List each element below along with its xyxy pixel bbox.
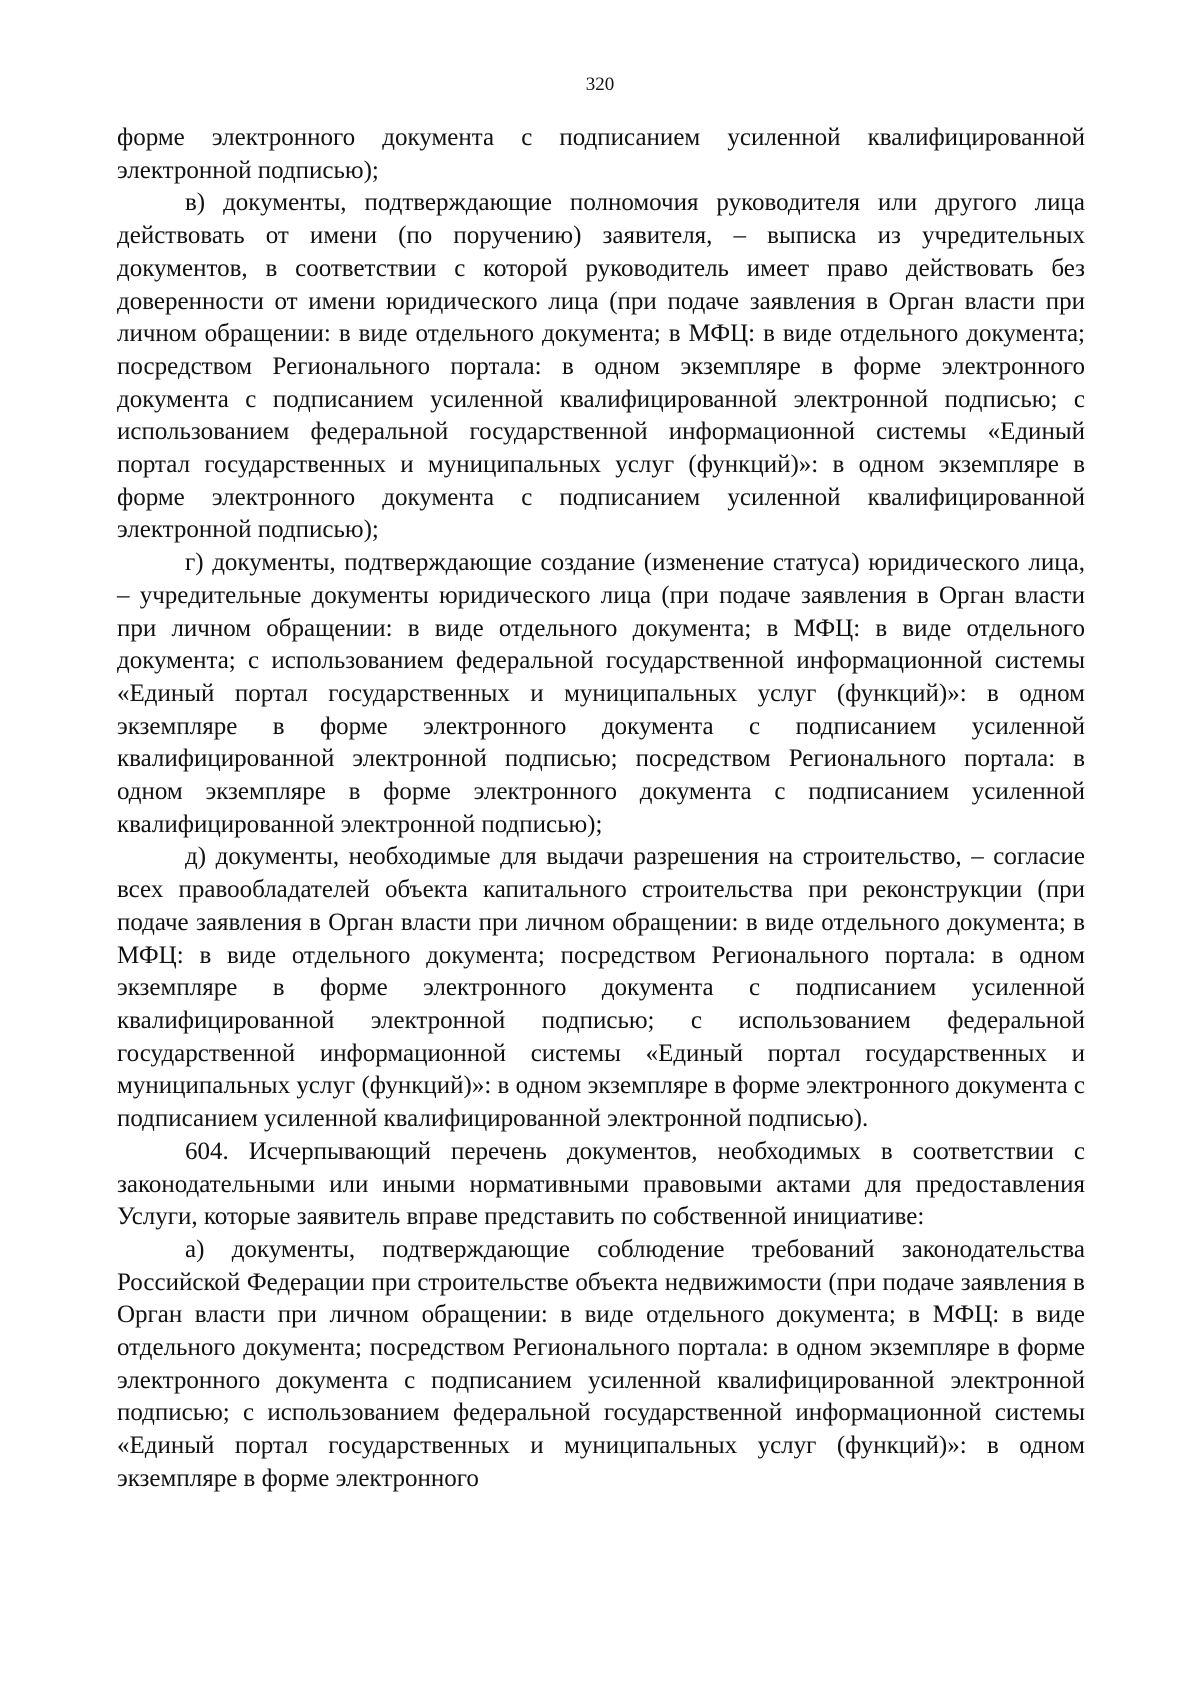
- page-number: 320: [585, 74, 615, 95]
- paragraph-section-604: 604. Исчерпывающий перечень документов, необходимых в соответствии с законодательными или иными нормативными правовыми актами для предоставления Услуги, которые заявитель вправе представить по собственной инициативе:: [117, 1137, 1085, 1231]
- paragraph-item-d: д) документы, необходимые для выдачи разрешения на строительство, – согласие всех правообладателей объекта капитального строительства при реконструкции (при подаче заявления в Орган власти при личном обращении: в виде отдельного документа; в МФЦ: в виде отдельного документа; посредством Регионального портала: в одном экземпляре в форме электронного документа с подписанием усиленной квалифицированной электронной подписью; с использованием федеральной государственной информационной системы «Единый портал государственных и муниципальных услуг (функций)»: в одном экземпляре в форме электронного документа с подписанием усиленной квалифицированной электронной подписью).: [117, 843, 1085, 1133]
- paragraph-item-g: г) документы, подтверждающие создание (изменение статуса) юридического лица, – учредительные документы юридического лица (при подаче заявления в Орган власти при личном обращении: в виде отдельного документа; в МФЦ: в виде отдельного документа; с использованием федеральной государственной информационной системы «Единый портал государственных и муниципальных услуг (функций)»: в одном экземпляре в форме электронного документа с подписанием усиленной квалифицированной электронной подписью; посредством Регионального портала: в одном экземпляре в форме электронного документа с подписанием усиленной квалифицированной электронной подписью);: [117, 549, 1085, 838]
- paragraph-continuation: форме электронного документа с подписанием усиленной квалифицированной электронной подписью);: [117, 124, 1085, 184]
- document-body: [117, 122, 1085, 1496]
- paragraph-item-v: в) документы, подтверждающие полномочия руководителя или другого лица действовать от имени (по поручению) заявителя, – выписка из учредительных документов, в соответствии с которой руководитель имеет право действовать без доверенности от имени юридического лица (при подаче заявления в Орган власти при личном обращении: в виде отдельного документа; в МФЦ: в виде отдельного документа; посредством Регионального портала: в одном экземпляре в форме электронного документа с подписанием усиленной квалифицированной электронной подписью; с использованием федеральной государственной информационной системы «Единый портал государственных и муниципальных услуг (функций)»: в одном экземпляре в форме электронного документа с подписанием усиленной квалифицированной электронной подписью);: [117, 189, 1085, 544]
- paragraph-item-a: а) документы, подтверждающие соблюдение требований законодательства Российской Федерации при строительстве объекта недвижимости (при подаче заявления в Орган власти при личном обращении: в виде отдельного документа; в МФЦ: в виде отдельного документа; посредством Регионального портала: в одном экземпляре в форме электронного документа с подписанием усиленной квалифицированной электронной подписью; с использованием федеральной государственной информационной системы «Единый портал государственных и муниципальных услуг (функций)»: в одном экземпляре в форме электронного: [117, 1235, 1085, 1492]
